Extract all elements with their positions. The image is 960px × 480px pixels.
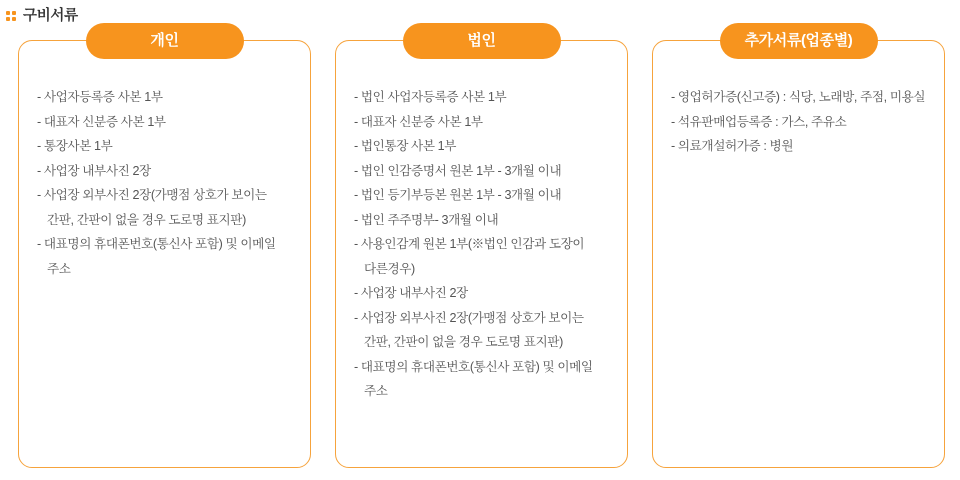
list-item: - 대표자 신분증 사본 1부 (354, 114, 483, 129)
list-item: - 대표자 신분증 사본 1부 (37, 114, 166, 129)
list-item: - 사용인감계 원본 1부(※법인 인감과 도장이 다른경우) (354, 237, 585, 276)
list-item: - 사업장 외부사진 2장(가맹점 상호가 보이는 간판, 간판이 없을 경우 도로명 표지판) (354, 310, 584, 349)
list-item: - 사업장 내부사진 2장 (354, 286, 468, 300)
card-list-corporate (354, 85, 609, 404)
list-item: - 법인 인감증명서 원본 1부 - 3개월 이내 (354, 163, 562, 178)
list-item: - 의료개설허가증 : 병원 (671, 139, 794, 153)
list-item: - 석유판매업등록증 : 가스, 주유소 (671, 114, 847, 129)
card-title-corporate: 법인 (403, 23, 561, 59)
four-dots-icon (6, 11, 16, 21)
card-corporate (335, 32, 628, 468)
list-item: - 법인통장 사본 1부 (354, 139, 457, 153)
list-item: - 대표명의 휴대폰번호(통신사 포함) 및 이메일 주소 (37, 237, 276, 276)
card-additional (652, 32, 945, 468)
card-title-additional: 추가서류(업종별) (720, 23, 878, 59)
list-item: - 대표명의 휴대폰번호(통신사 포함) 및 이메일 주소 (354, 359, 593, 398)
list-item: - 통장사본 1부 (37, 139, 113, 153)
list-item: - 법인 주주명부- 3개월 이내 (354, 212, 499, 227)
list-item: - 법인 사업자등록증 사본 1부 (354, 90, 507, 104)
section-heading (6, 4, 78, 25)
list-item: - 법인 등기부등본 원본 1부 - 3개월 이내 (354, 188, 562, 202)
list-item: - 사업자등록증 사본 1부 (37, 90, 163, 104)
list-item: - 사업장 외부사진 2장(가맹점 상호가 보이는 간판, 간판이 없을 경우 도로명 표지판) (37, 188, 267, 227)
requirement-cards (18, 32, 946, 468)
page-title: 구비서류 (23, 8, 78, 24)
list-item: - 영업허가증(신고증) : 식당, 노래방, 주점, 미용실 (671, 90, 926, 104)
list-item: - 사업장 내부사진 2장 (37, 163, 151, 178)
card-list-additional (671, 85, 926, 159)
card-title-individual: 개인 (86, 23, 244, 59)
card-list-individual (37, 85, 292, 281)
card-individual (18, 32, 311, 468)
